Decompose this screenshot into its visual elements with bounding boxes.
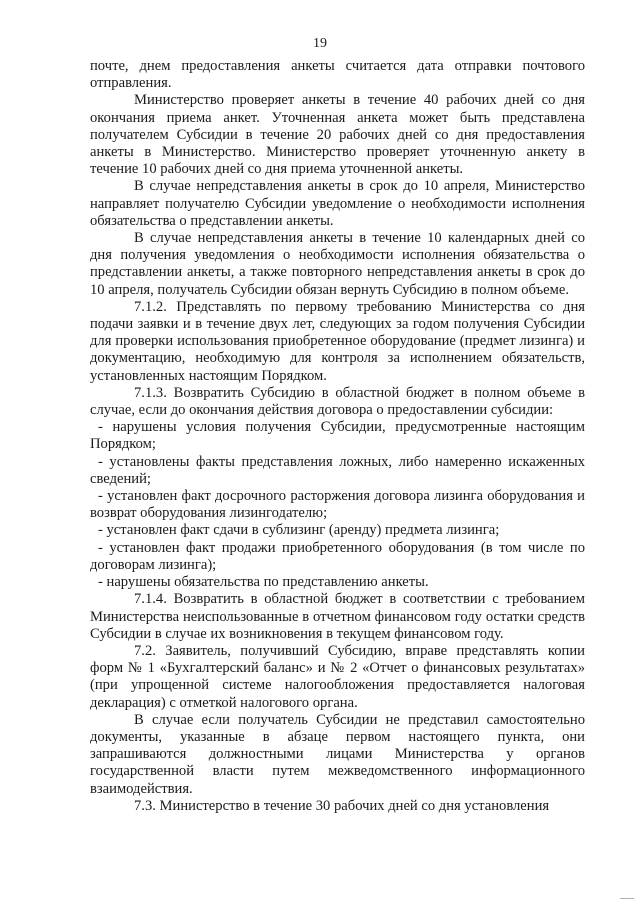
list-item: - нарушены обязательства по представлению анкеты. (98, 574, 429, 591)
list-item: - установлен факт досрочного расторжения договора лизинга оборудования и возврат оборудования лизингодателю; (90, 488, 585, 522)
paragraph-interagency-request: В случае если получатель Субсидии не представил самостоятельно документы, указанные в абзаце первом настоящего пункта, они запрашиваются должностными лицами Министерства у органов государственной власти путем межведомственного информационного взаимодействия. (90, 711, 585, 797)
page-number: 19 (313, 36, 327, 51)
clause-7-3: 7.3. Министерство в течение 30 рабочих дней со дня установления (134, 797, 550, 814)
list-item: - установлен факт продажи приобретенного оборудования (в том числе по договорам лизинга); (90, 539, 585, 573)
paragraph-notification: В случае непредставления анкеты в срок до 10 апреля, Министерство направляет получателю Субсидии уведомление о необходимости исполнения обязательства о представлении анкеты. (90, 178, 585, 229)
list-item: - установлен факт сдачи в сублизинг (аренду) предмета лизинга; (98, 522, 500, 539)
clause-7-1-2: 7.1.2. Представлять по первому требованию Министерства со дня подачи заявки и в течение двух лет, следующих за годом получения Субсидии для проверки использования приобретенное оборудование (предмет лизинга) и документацию, необходимую для контроля за исполнением обязательств, установленных настоящим Порядком. (90, 298, 585, 384)
paragraph-return-obligation: В случае непредставления анкеты в течение 10 календарных дней со дня получения уведомления о необходимости исполнения обязательства о представлении анкеты, а также повторного непредставления анкеты в срок до 10 апреля, получатель Субсидии обязан вернуть Субсидию в полном объеме. (90, 230, 585, 298)
clause-7-1-4: 7.1.4. Возвратить в областной бюджет в соответствии с требованием Министерства неиспользованные в отчетном финансовом году остатки средств Субсидии в случае их возникновения в текущем финансовом году. (90, 591, 585, 642)
clause-7-2: 7.2. Заявитель, получивший Субсидию, вправе представлять копии форм № 1 «Бухгалтерский баланс» и № 2 «Отчет о финансовых результатах» (при упрощенной системе налогообложения предоставляется налоговая декларация) с отметкой налогового органа. (90, 642, 585, 711)
list-item: - нарушены условия получения Субсидии, предусмотренные настоящим Порядком; (90, 419, 585, 453)
document-body (90, 58, 585, 815)
paragraph-review-period: Министерство проверяет анкеты в течение 40 рабочих дней со дня окончания приема анкет. Уточненная анкета может быть представлена получателем Субсидии в течение 20 рабочих дней со дня предоставления анкеты в Министерство. Министерство проверяет уточненную анкету в течение 10 рабочих дней со дня приема уточненной анкеты. (90, 92, 585, 178)
clause-7-1-3: 7.1.3. Возвратить Субсидию в областной бюджет в полном объеме в случае, если до окончания действия договора о предоставлении субсидии: (90, 384, 585, 419)
scan-corner-mark (620, 898, 634, 899)
paragraph-continuation: почте, днем предоставления анкеты считается дата отправки почтового отправления. (90, 58, 585, 92)
list-item: - установлены факты представления ложных, либо намеренно искаженных сведений; (90, 453, 585, 487)
